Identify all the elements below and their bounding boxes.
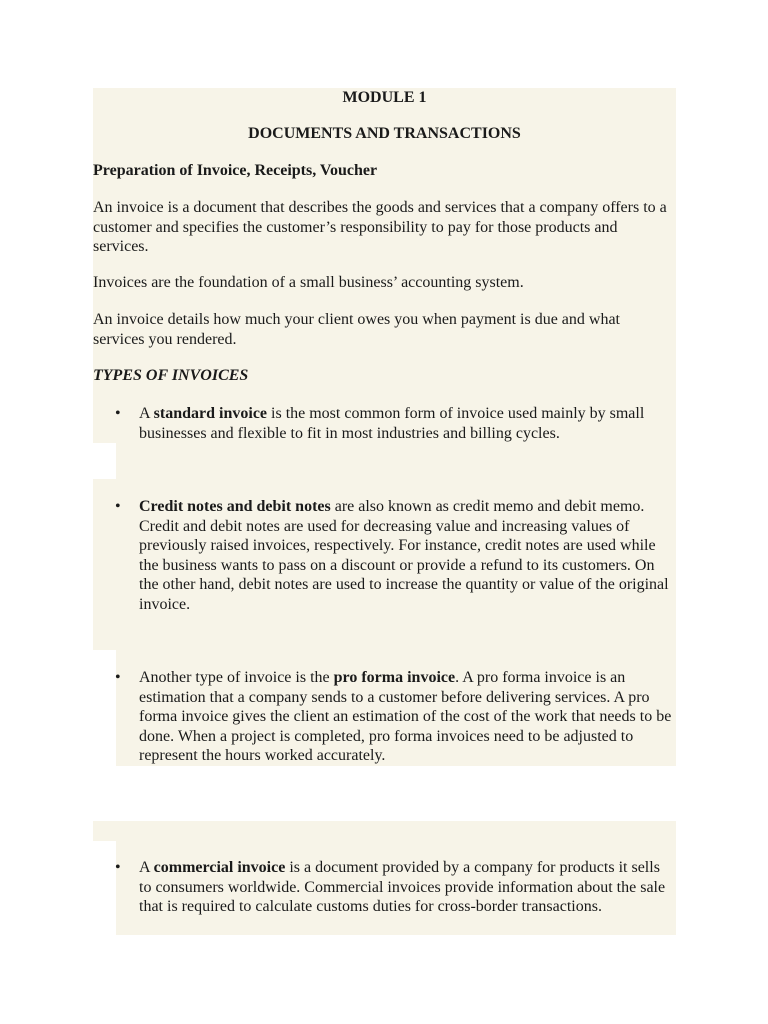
bullet-dot: • [115,498,121,515]
subheading: Preparation of Invoice, Receipts, Voucher [93,162,378,179]
bullet-item [139,497,676,614]
paragraph: Invoices are the foundation of a small business’ accounting system. [93,274,524,291]
bullet-text-post: are also known as credit memo and debit memo. Credit and debit notes are used for decreasing value and increasing values of previously raised invoices, respectively. For instance, credit notes are used while the business wants to pass on a discount or provide a refund to its customers. On the other hand, debit notes are used to increase the quantity or value of the original invoice. [139,498,669,613]
bullet-dot: • [115,669,121,686]
bullet-item [139,668,676,766]
bullet-text-post: is the most common form of invoice used mainly by small businesses and flexible to fit in most industries and billing cycles. [139,405,645,442]
bullet-item [139,404,676,443]
bullet-text-pre: Another type of invoice is the [139,669,334,686]
bullet-text-pre: A [139,405,154,422]
paragraph: An invoice details how much your client owes you when payment is due and what services you rendered. [93,311,620,348]
page-shading [93,615,676,650]
bullet-text-pre: A [139,859,154,876]
paragraph: An invoice is a document that describes the goods and services that a company offers to a customer and specifies the customer’s responsibility to pay for those products and services. [93,199,667,255]
module-title: MODULE 1 [342,89,427,106]
bullet-dot: • [115,859,121,876]
types-heading: TYPES OF INVOICES [93,367,249,384]
section-title: DOCUMENTS AND TRANSACTIONS [248,125,521,142]
bullet-term: Credit notes and debit notes [139,498,331,515]
bullet-text-post: . A pro forma invoice is an estimation that a company sends to a customer before delivering services. A pro forma invoice gives the client an estimation of the cost of the work that needs to be done. When a project is completed, pro forma invoices need to be adjusted to represent the hours worked accurately. [139,669,672,764]
bullet-item [139,858,676,917]
bullet-term: commercial invoice [153,859,286,876]
bullet-term: pro forma invoice [333,669,456,686]
page-shading [116,443,676,479]
page-shading [93,821,676,841]
bullet-term: standard invoice [153,405,268,422]
bullet-dot: • [115,405,121,422]
bullet-text-post: is a document provided by a company for products it sells to consumers worldwide. Commercial invoices provide information about the sale that is required to calculate customs duties for cross-border transactions. [139,859,666,915]
